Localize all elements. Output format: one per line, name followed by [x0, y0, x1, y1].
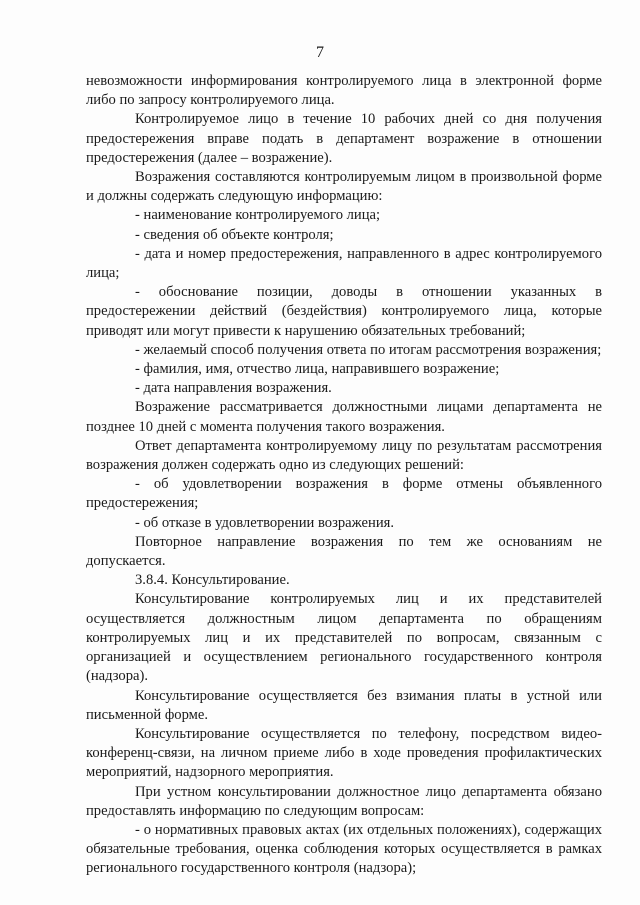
paragraph: - наименование контролируемого лица;	[135, 207, 381, 224]
paragraph: Контролируемое лицо в течение 10 рабочих дней со дня получения предостережения вправе подать в департамент возражение в отношении предостережения (далее – возражение).	[86, 111, 602, 166]
paragraph: - об отказе в удовлетворении возражения.	[135, 514, 394, 531]
paragraph: Консультирование осуществляется по телефону, посредством видео-конференц-связи, на личном приеме либо в ходе проведения профилактических мероприятий, надзорного мероприятия.	[86, 725, 602, 781]
paragraph: - о нормативных правовых актах (их отдельных положениях), содержащих обязательные требования, оценка соблюдения которых осуществляется в рамках регионального государственного контроля (надзора);	[86, 821, 602, 877]
paragraph: Консультирование осуществляется без взимания платы в устной или письменной форме.	[86, 687, 602, 723]
paragraph: - фамилия, имя, отчество лица, направившего возражение;	[135, 361, 500, 378]
paragraph: 3.8.4. Консультирование.	[135, 572, 290, 589]
document-body	[86, 72, 602, 879]
paragraph: - желаемый способ получения ответа по итогам рассмотрения возражения;	[135, 341, 602, 358]
paragraph: - дата и номер предостережения, направленного в адрес контролируемого лица;	[86, 245, 602, 282]
page-number: 7	[316, 44, 324, 61]
paragraph: - сведения об объекте контроля;	[135, 226, 334, 243]
paragraph: - обоснование позиции, доводы в отношении указанных в предостережении действий (бездействия) контролируемого лица, которые приводят или могут привести к нарушению обязательных требований;	[86, 284, 602, 339]
paragraph: Возражение рассматривается должностными лицами департамента не позднее 10 дней с момента получения такого возражения.	[86, 399, 602, 435]
paragraph: Ответ департамента контролируемому лицу по результатам рассмотрения возражения должен содержать одно из следующих решений:	[86, 437, 602, 474]
paragraph: Возражения составляются контролируемым лицом в произвольной форме и должны содержать следующую информацию:	[86, 169, 602, 205]
paragraph: - дата направления возражения.	[135, 380, 332, 397]
paragraph: - об удовлетворении возражения в форме отмены объявленного предостережения;	[86, 476, 602, 512]
paragraph: Консультирование контролируемых лиц и их представителей осуществляется должностным лицом департамента по обращениям контролируемых лиц и их представителей по вопросам, связанным с организацией и осуществлением регионального государственного контроля (надзора).	[86, 591, 602, 685]
paragraph: При устном консультировании должностное лицо департамента обязано предоставлять информацию по следующим вопросам:	[86, 783, 602, 819]
paragraph: невозможности информирования контролируемого лица в электронной форме либо по запросу контролируемого лица.	[86, 73, 602, 109]
paragraph: Повторное направление возражения по тем же основаниям не допускается.	[86, 533, 602, 570]
